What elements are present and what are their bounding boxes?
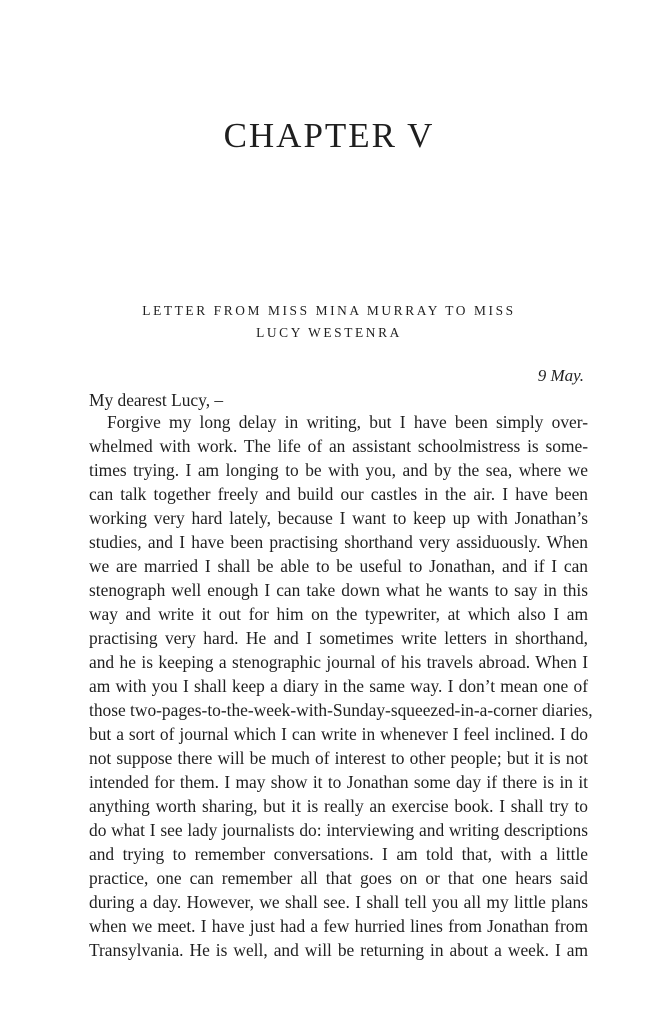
body-line: practice, one can remember all that goes on or that one hears said <box>89 868 588 888</box>
body-line: not suppose there will be much of interest to other people; but it is not <box>89 748 588 768</box>
letter-heading <box>92 300 566 344</box>
body-line: times trying. I am longing to be with you, and by the sea, where we <box>89 460 588 480</box>
body-line: Forgive my long delay in writing, but I have been simply over- <box>107 412 588 432</box>
body-line: practising very hard. He and I sometimes write letters in shorthand, <box>89 628 588 648</box>
letter-body <box>89 410 593 962</box>
body-line: and he is keeping a stenographic journal of his travels abroad. When I <box>89 652 588 672</box>
letter-heading-line-2: LUCY WESTENRA <box>256 325 402 340</box>
letter-salutation: My dearest Lucy, – <box>89 390 224 410</box>
body-line: we are married I shall be able to be useful to Jonathan, and if I can <box>89 556 588 576</box>
body-line: those two-pages-to-the-week-with-Sunday-squeezed-in-a-corner diaries, <box>89 700 593 720</box>
body-line: when we meet. I have just had a few hurried lines from Jonathan from <box>89 916 588 936</box>
body-line: can talk together freely and build our castles in the air. I have been <box>89 484 588 504</box>
body-line: do what I see lady journalists do: interviewing and writing descriptions <box>89 820 588 840</box>
body-line: during a day. However, we shall see. I shall tell you all my little plans <box>89 892 588 912</box>
body-line: intended for them. I may show it to Jonathan some day if there is in it <box>89 772 588 792</box>
body-line: Transylvania. He is well, and will be returning in about a week. I am <box>89 940 588 960</box>
body-line: anything worth sharing, but it is really an exercise book. I shall try to <box>89 796 588 816</box>
body-line: way and write it out for him on the typewriter, at which also I am <box>89 604 588 624</box>
body-line: and trying to remember conversations. I am told that, with a little <box>89 844 588 864</box>
chapter-title: CHAPTER V <box>223 116 435 155</box>
body-line: am with you I shall keep a diary in the same way. I don’t mean one of <box>89 676 588 696</box>
body-line: working very hard lately, because I want to keep up with Jonathan’s <box>89 508 588 528</box>
letter-date: 9 May. <box>537 366 584 385</box>
body-line: but a sort of journal which I can write in whenever I feel inclined. I do <box>89 724 588 744</box>
body-line: whelmed with work. The life of an assistant schoolmistress is some- <box>89 436 588 456</box>
body-line: studies, and I have been practising shorthand very assiduously. When <box>89 532 588 552</box>
body-line: stenograph well enough I can take down what he wants to say in this <box>89 580 588 600</box>
letter-heading-line-1: LETTER FROM MISS MINA MURRAY TO MISS <box>142 303 516 318</box>
